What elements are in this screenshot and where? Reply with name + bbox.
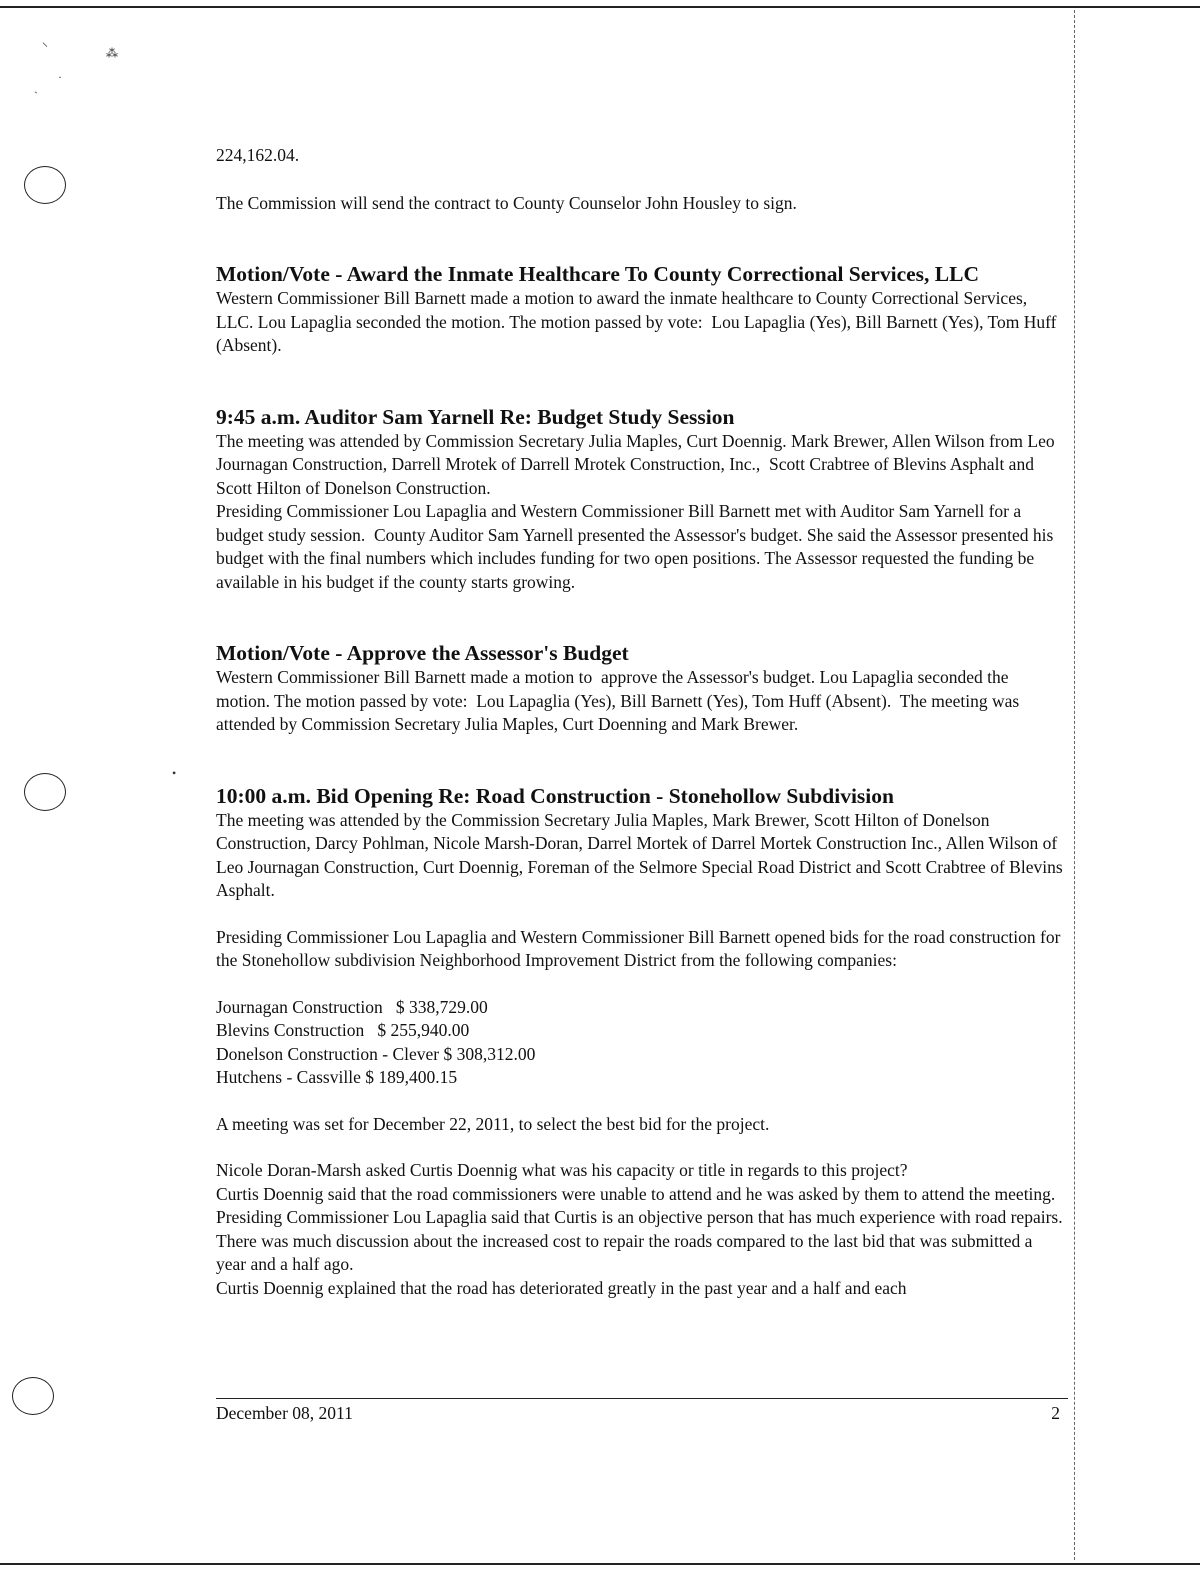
discussion-line: Presiding Commissioner Lou Lapaglia said that Curtis is an objective person that has much experience with road repairs. (216, 1207, 1063, 1227)
intro-amount: 224,162.04. (216, 145, 300, 165)
section-award-inmate-healthcare (216, 261, 1066, 358)
bid-item: Blevins Construction $ 255,940.00 (216, 1020, 470, 1040)
bids-intro: Presiding Commissioner Lou Lapaglia and Western Commissioner Bill Barnett opened bids for the road construction for the Stonehollow subdivision Neighborhood Improvement District from the following companies: (216, 926, 1065, 970)
bid-item: Journagan Construction $ 338,729.00 (216, 996, 488, 1017)
contract-note: The Commission will send the contract to County Counselor John Housley to sign. (216, 192, 797, 213)
punch-hole-middle (24, 773, 66, 811)
scan-speck: ⁂ (106, 46, 118, 60)
bid-item: Donelson Construction - Clever $ 308,312.00 (216, 1043, 536, 1064)
scan-edge-top (0, 6, 1200, 8)
section-paragraph: The meeting was attended by the Commission Secretary Julia Maples, Mark Brewer, Scott Hilton of Donelson Construction, Darcy Pohlman, Nicole Marsh-Doran, Darrel Mortek of Darrel Mortek Construction Inc., Allen Wilson of Leo Journagan Construction, Curt Doennig, Foreman of the Selmore Special Road District and Scott Crabtree of Blevins Asphalt. (216, 809, 1067, 900)
section-heading: 9:45 a.m. Auditor Sam Yarnell Re: Budget Study Session (216, 404, 735, 429)
document-body (216, 140, 1066, 1300)
section-paragraph: Presiding Commissioner Lou Lapaglia and Western Commissioner Bill Barnett met with Auditor Sam Yarnell for a budget study session. County Auditor Sam Yarnell presented the Assessor's budget. She said the Assessor presented his budget with the final numbers which includes funding for two open positions. The Assessor requested the funding be available in his budget if the county starts growing. (216, 501, 1058, 592)
section-budget-study-session (216, 404, 1066, 595)
section-bid-opening (216, 783, 1066, 1301)
scan-speck: ˏ (34, 80, 38, 94)
scan-speck: ⸌ (42, 40, 49, 54)
punch-hole-bottom (12, 1377, 54, 1415)
scan-edge-right-marks (1074, 10, 1075, 1560)
footer-date: December 08, 2011 (216, 1403, 353, 1423)
discussion-line: There was much discussion about the increased cost to repair the roads compared to the last bid that was submitted a year and a half ago. (216, 1230, 1037, 1274)
scan-speck: • (172, 766, 177, 780)
section-approve-assessor-budget (216, 640, 1066, 737)
section-paragraph: Western Commissioner Bill Barnett made a motion to approve the Assessor's budget. Lou Lapaglia seconded the motion. The motion passed by vote: Lou Lapaglia (Yes), Bill Barnett (Yes), Tom Huff (Absent). The meeting was attended by Commission Secretary Julia Maples, Curt Doenning and Mark Brewer. (216, 667, 1024, 734)
discussion-line: Curtis Doennig explained that the road has deteriorated greatly in the past year and a half and each (216, 1277, 907, 1298)
discussion (216, 1159, 1066, 1300)
bid-item: Hutchens - Cassville $ 189,400.15 (216, 1067, 458, 1087)
scan-speck: · (58, 70, 62, 84)
punch-hole-top (24, 166, 66, 204)
discussion-line: Nicole Doran-Marsh asked Curtis Doennig what was his capacity or title in regards to this project? (216, 1160, 908, 1180)
page-number: 2 (1051, 1403, 1060, 1423)
page-footer (216, 1398, 1068, 1424)
section-paragraph: Western Commissioner Bill Barnett made a motion to award the inmate healthcare to County Correctional Services, LLC. Lou Lapaglia seconded the motion. The motion passed by vote: Lou Lapaglia (Yes), Bill Barnett (Yes), Tom Huff (Absent). (216, 288, 1061, 355)
bid-list (216, 996, 1066, 1090)
section-heading: 10:00 a.m. Bid Opening Re: Road Construction - Stonehollow Subdivision (216, 783, 894, 808)
meeting-set-note: A meeting was set for December 22, 2011, to select the best bid for the project. (216, 1113, 770, 1134)
section-heading: Motion/Vote - Approve the Assessor's Budget (216, 641, 629, 665)
section-paragraph: The meeting was attended by Commission Secretary Julia Maples, Curt Doennig. Mark Brewer, Allen Wilson from Leo Journagan Construction, Darrell Mrotek of Darrell Mrotek Construction, Inc., Scott Crabtree of Blevins Asphalt and Scott Hilton of Donelson Construction. (216, 430, 1059, 498)
section-heading: Motion/Vote - Award the Inmate Healthcare To County Correctional Services, LLC (216, 262, 979, 286)
scan-edge-bottom (0, 1563, 1200, 1565)
discussion-line: Curtis Doennig said that the road commissioners were unable to attend and he was asked by them to attend the meeting. (216, 1183, 1056, 1204)
